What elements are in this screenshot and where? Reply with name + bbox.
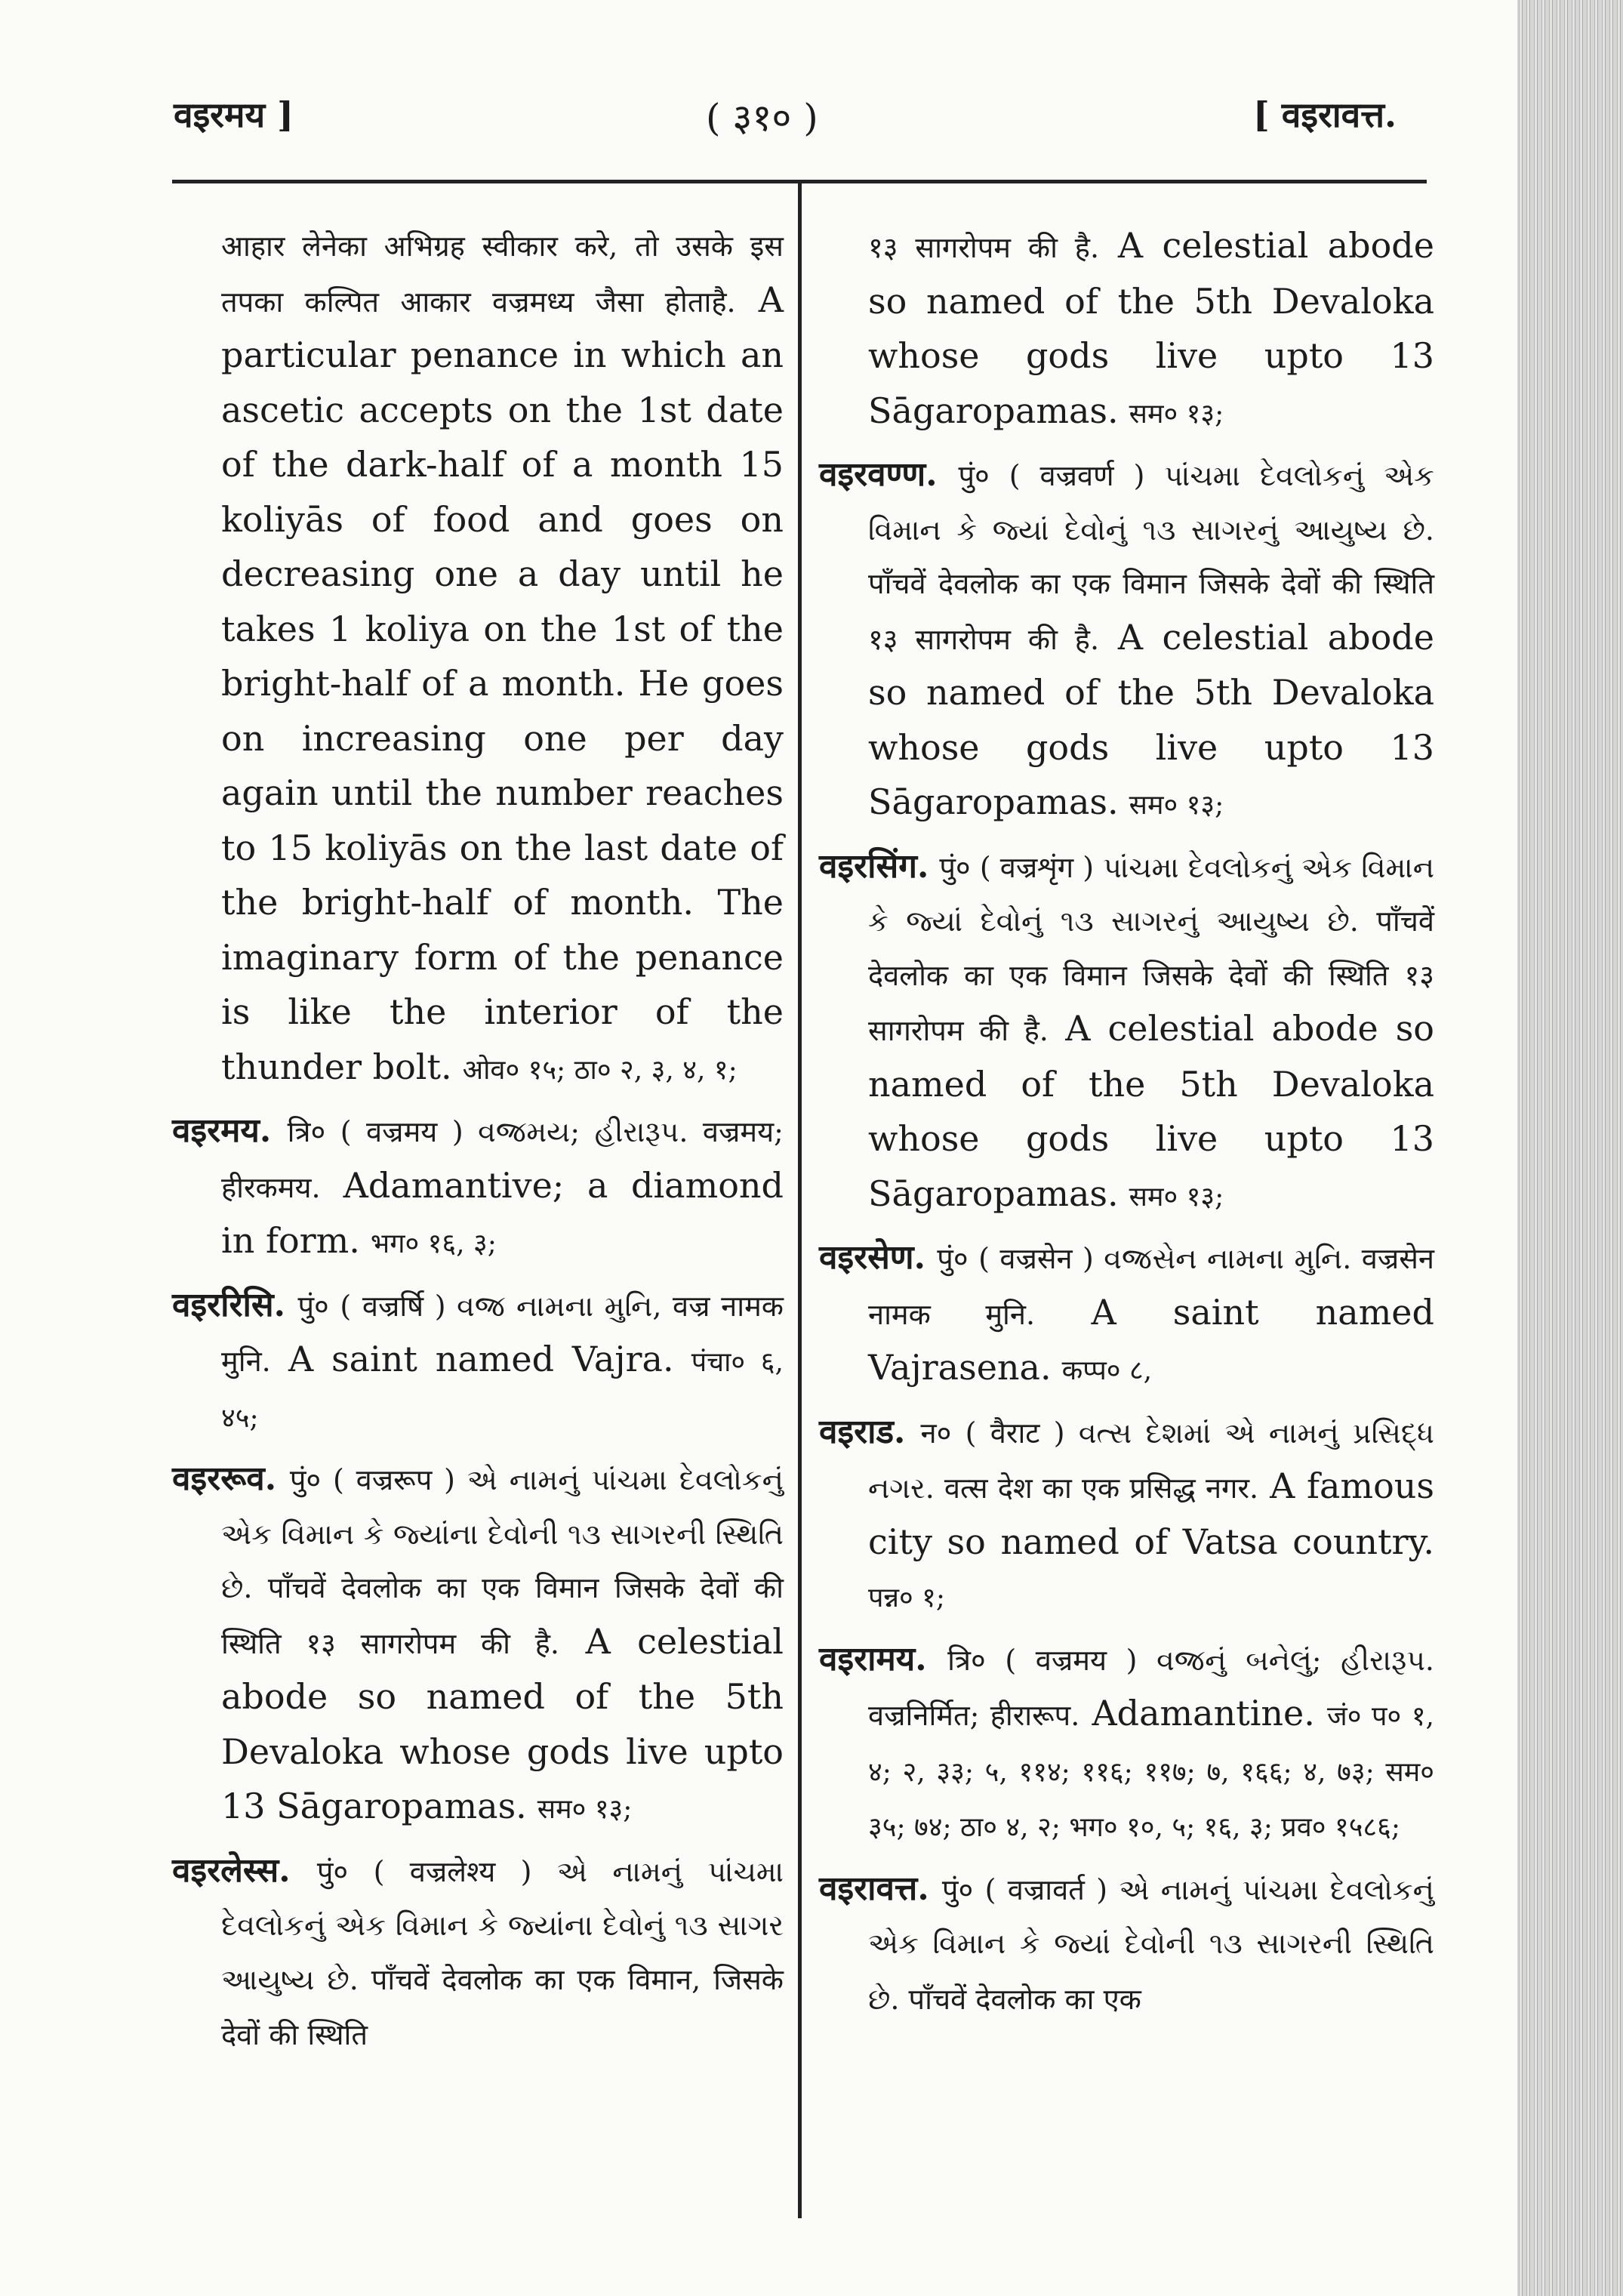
entry-references: सम० १३;: [537, 1794, 633, 1825]
entry-references: ओव० १५; ठा० २, ३, ४, १;: [462, 1054, 738, 1086]
entry-english-gloss: A celestial abode so named of the 5th Devaloka whose gods live upto 13 Sāgaropamas.: [868, 616, 1434, 822]
entry-indic-gloss: पुं० ( वज्ररूप ) એ નામનું પાંચમા દેવલોકનું એક વિમાન કે જ્યાંના દેવોની ૧૩ સાગરની સ્થિતિ છે. पाँचवें देवलोक का एक विमान जिसके देवों की स्थिति १३ सागरोपम की है.: [221, 1463, 784, 1660]
dictionary-entry: [819, 1231, 1434, 1398]
dictionary-entry: [819, 1863, 1434, 2028]
left-column: [172, 219, 784, 2071]
right-column: [819, 219, 1434, 2035]
entry-indic-gloss: त्रि० ( वज्रमय ) વજ્રમય; હીરારૂપ. वज्रमय; हीरकमय.: [221, 1115, 784, 1204]
entry-headword: वइररिसि.: [172, 1285, 285, 1324]
entry-references: सम० १३;: [1129, 1181, 1224, 1213]
page-header: [0, 91, 1502, 151]
entry-headword: वइरसिंग.: [819, 846, 929, 886]
entry-english-gloss: Adamantine.: [1092, 1693, 1315, 1734]
entry-indic-gloss: पुं० ( वज्रसेन ) વજ્રસેન નામના મુનિ. वज्रसेन नामक मुनि.: [868, 1242, 1434, 1331]
header-last-word: [ वइरावत्त.: [1253, 94, 1397, 135]
entry-english-gloss: A celestial abode so named of the 5th Devaloka whose gods live upto 13 Sāgaropamas.: [868, 1008, 1435, 1214]
entry-indic-gloss: त्रि० ( वज्रमय ) વજ્રનું બનેલું; હીરારૂપ. वज्रनिर्मित; हीरारूप.: [868, 1643, 1434, 1732]
entry-english-gloss: A saint named Vajra.: [288, 1339, 674, 1379]
entry-headword: वइरावत्त.: [819, 1869, 929, 1908]
dictionary-entry: [819, 1633, 1434, 1855]
entry-headword: वइराड.: [819, 1412, 906, 1451]
header-first-word: वइरमय ]: [174, 94, 294, 135]
dictionary-entry: [172, 219, 784, 1097]
entry-english-gloss: A saint named Vajrasena.: [868, 1291, 1434, 1388]
entry-indic-gloss: पुं० ( वज्रवर्ण ) પાંચમા દેવલોકનું એક વિમાન કે જ્યાં દેવોનું ૧૩ સાગરનું આયુષ્ય છે. पाँचवें देवलोक का एक विमान जिसके देवों की स्थिति १३ सागरोपम की है.: [868, 459, 1434, 656]
entry-english-gloss: A celestial abode so named of the 5th Devaloka whose gods live upto 13 Sāgaropamas.: [868, 225, 1434, 431]
dictionary-entry: [819, 1406, 1434, 1626]
entry-indic-gloss: पुं० ( वज्रशृंग ) પાંચમા દેવલોકનું એક વિમાન કે જ્યાં દેવોનું ૧૩ સાગરનું આયુષ્ય છે. पाँचवें देवलोक का एक विमान जिसके देवों की स्थिति १३ सागरोपम की है.: [868, 850, 1434, 1047]
entry-references: भग० १६, ३;: [370, 1228, 497, 1259]
entry-references: जं० प० १, ४; २, ३३; ५, ११४; ११६; ११७; ७, १६६; ४, ७३; सम० ३५; ७४; ठा० ४, २; भग० १०, ५; १६, ३; प्रव० १५८६;: [868, 1701, 1434, 1843]
dictionary-entry: [819, 219, 1434, 441]
entry-references: पंचा० ६, ४५;: [221, 1347, 784, 1434]
entry-english-gloss: A famous city so named of Vatsa country.: [868, 1465, 1434, 1562]
entry-headword: वइरवण्ण.: [819, 455, 938, 494]
dictionary-entry: [172, 1453, 784, 1837]
entry-headword: वइरसेण.: [819, 1238, 925, 1277]
entry-references: कप्प० ८,: [1061, 1355, 1153, 1386]
entry-indic-gloss: १३ सागरोपम की है.: [868, 231, 1100, 264]
entry-headword: वइररूव.: [172, 1459, 277, 1498]
entry-references: पन्न० १;: [868, 1583, 945, 1613]
entry-references: सम० १३;: [1129, 398, 1224, 430]
dictionary-entry: [172, 1105, 784, 1271]
dictionary-entry: [172, 1845, 784, 2063]
entry-indic-gloss: पुं० ( वज्रर्षि ) વજ્ર નામના મુનિ, वज्र नामक मुनि.: [221, 1289, 784, 1378]
entry-headword: वइरलेस्स.: [172, 1851, 291, 1890]
entry-headword: वइरामय.: [819, 1639, 927, 1678]
dictionary-entry: [819, 448, 1434, 833]
entry-indic-gloss: न० ( वैराट ) વત્સ દેશમાં એ નામનું પ્રસિદ્ધ નગર. वत्स देश का एक प्रसिद्ध नगर.: [868, 1416, 1434, 1505]
dictionary-entry: [819, 840, 1434, 1225]
entry-english-gloss: A celestial abode so named of the 5th Devaloka whose gods live upto 13 Sāgaropamas.: [221, 1620, 784, 1826]
entry-indic-gloss: पुं० ( वज्रलेश्य ) એ નામનું પાંચમા દેવલોકનું એક વિમાન કે જ્યાંના દેવોનું ૧૩ સાગર આયુષ્ય છે. पाँचवें देवलोक का एक विमान, जिसके देवों की स्थिति: [221, 1854, 784, 2051]
entry-english-gloss: A particular penance in which an ascetic accepts on the 1st date of the dark-half of a month 15 koliyās of food and goes on decreasing one a day until he takes 1 koliya on the 1st of the bright-half of a month. He goes on increasing one per day again until the number reaches to 15 koliyās on the last date of the bright-half of month. The imaginary form of the penance is like the interior of the thunder bolt.: [221, 279, 784, 1087]
page-edge-shadow: [1517, 0, 1623, 2296]
column-divider: [798, 180, 802, 2218]
dictionary-entry: [172, 1279, 784, 1446]
page-number: ( ३१० ): [706, 96, 818, 140]
entry-headword: वइरमय.: [172, 1111, 272, 1150]
entry-indic-gloss: आहार लेनेका अभिग्रह स्वीकार करे, तो उसके इस तपका कल्पित आकार वज्रमध्य जैसा होताहै.: [221, 230, 784, 319]
entry-indic-gloss: पुं० ( वज्रावर्त ) એ નામનું પાંચમા દેવલોકનું એક વિમાન કે જ્યાં દેવોની ૧૩ સાગરની સ્થિતિ છે. पाँचवें देवलोक का एक: [868, 1872, 1434, 2016]
entry-references: सम० १३;: [1129, 790, 1224, 821]
entry-english-gloss: Adamantive; a diamond in form.: [221, 1164, 784, 1261]
